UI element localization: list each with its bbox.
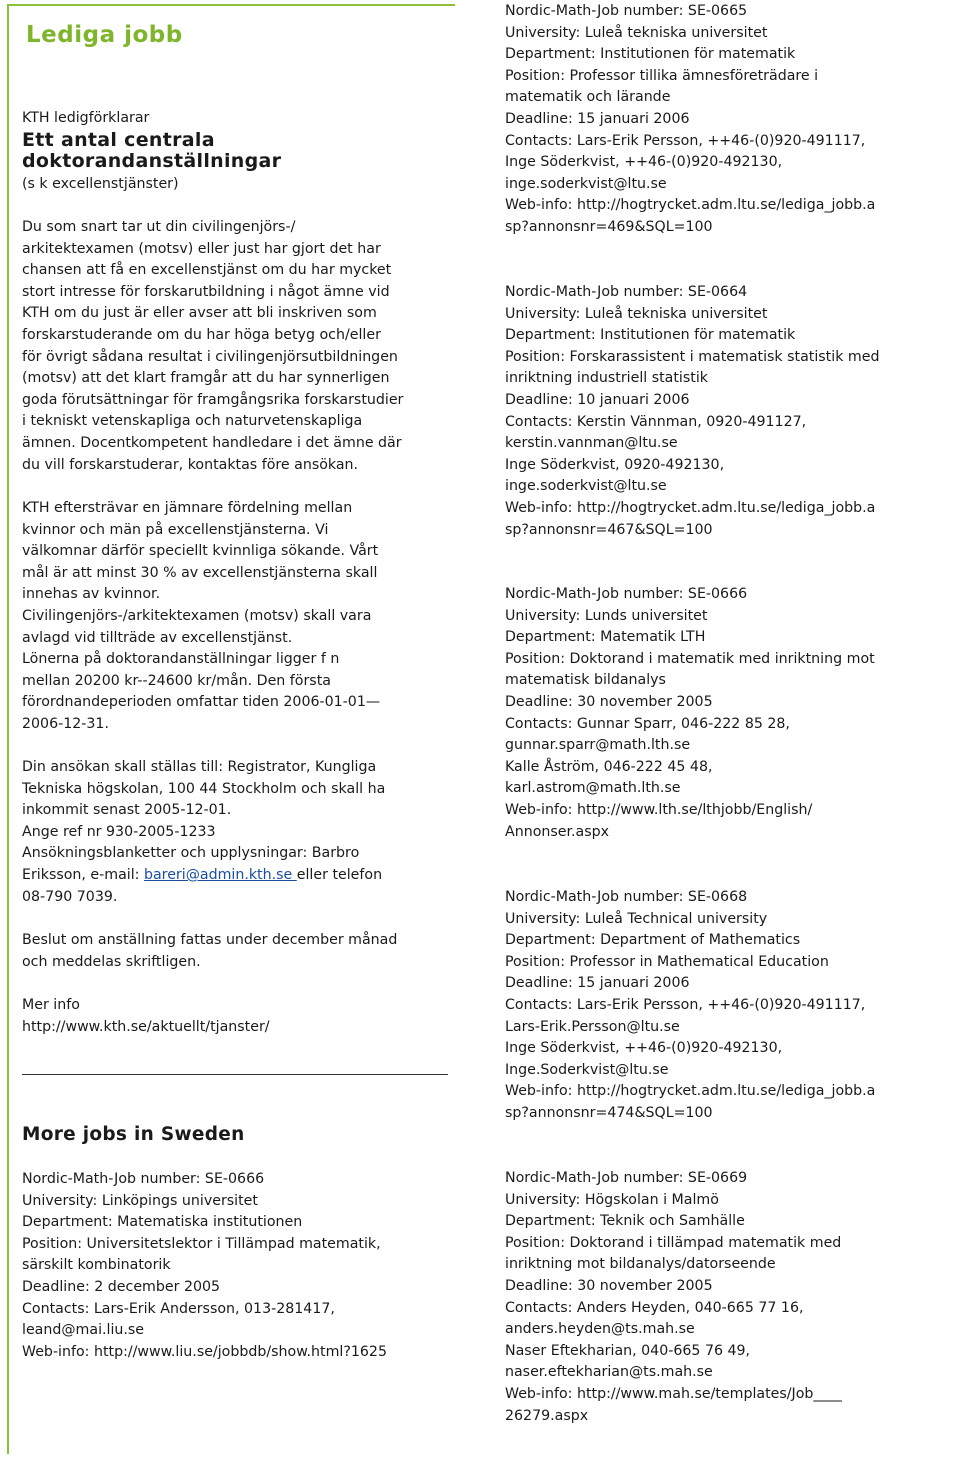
paragraph-line: Beslut om anställning fattas under december månad	[22, 932, 398, 948]
email-link[interactable]: bareri@admin.kth.se	[143, 867, 297, 883]
job-listing	[505, 1168, 842, 1427]
paragraph-line: KTH eftersträvar en jämnare fördelning mellan	[22, 500, 353, 516]
job-listing	[505, 584, 875, 843]
job-line: Position: Doktorand i tillämpad matematik med	[505, 1234, 842, 1251]
job-line: Department: Matematik LTH	[505, 629, 706, 646]
job-line: Web-info: http://www.liu.se/jobbdb/show.html?1625	[22, 1343, 387, 1360]
job-line: Position: Universitetslektor i Tillämpad matematik,	[22, 1235, 381, 1252]
job-listing	[505, 282, 879, 541]
job-line: Inge Söderkvist, ++46-(0)920-492130,	[505, 1040, 783, 1057]
paragraph-line: Din ansökan skall ställas till: Registrator, Kungliga	[22, 759, 377, 775]
paragraph-line: Civilingenjörs-/arkitektexamen (motsv) skall vara	[22, 607, 372, 624]
paragraph-line: chansen att få en excellenstjänst om du har mycket	[22, 262, 392, 279]
job-line: Nordic-Math-Job number: SE-0668	[505, 889, 748, 905]
job-line: University: Linköpings universitet	[22, 1192, 258, 1209]
kth-subtitle: (s k excellenstjänster)	[22, 176, 179, 192]
paragraph-line: och meddelas skriftligen.	[22, 953, 201, 970]
kth-title-line-2: doktorandanställningar	[22, 150, 282, 172]
job-line: Department: Teknik och Samhälle	[505, 1213, 745, 1230]
paragraph-line: välkomnar därför speciellt kvinnliga sökande. Vårt	[22, 543, 379, 560]
job-line: Web-info: http://www.lth.se/lthjobb/English/	[505, 801, 813, 818]
paragraph-line: inkommit senast 2005-12-01.	[22, 802, 232, 819]
job-line: Deadline: 15 januari 2006	[505, 975, 690, 992]
job-line: University: Högskolan i Malmö	[505, 1191, 719, 1208]
job-line: Contacts: Lars-Erik Persson, ++46-(0)920-491117,	[505, 132, 866, 149]
job-line: Contacts: Lars-Erik Persson, ++46-(0)920-491117,	[505, 996, 866, 1013]
job-listing	[505, 1, 875, 239]
job-line: naser.eftekharian@ts.mah.se	[505, 1364, 713, 1381]
job-line: Department: Matematiska institutionen	[22, 1214, 303, 1231]
more-info-url[interactable]: http://www.kth.se/aktuellt/tjanster/	[22, 1019, 270, 1035]
job-line: Web-info: http://hogtrycket.adm.ltu.se/lediga_jobb.a	[505, 197, 876, 214]
paragraph-line: i tekniskt vetenskapliga och naturvetenskapliga	[22, 413, 363, 430]
job-line: Inge.Soderkvist@ltu.se	[505, 1061, 669, 1078]
job-line: Web-info: http://www.mah.se/templates/Job____	[505, 1385, 842, 1402]
job-line: Department: Department of Mathematics	[505, 932, 801, 949]
job-line: Contacts: Lars-Erik Andersson, 013-281417,	[22, 1300, 335, 1317]
paragraph-line: 2006-12-31.	[22, 715, 109, 732]
job-line: inge.soderkvist@ltu.se	[505, 175, 667, 192]
email-line	[22, 865, 382, 887]
job-line: Position: Professor tillika ämnesföreträdare i	[505, 67, 819, 84]
job-line: University: Luleå Technical university	[505, 910, 768, 927]
job-line: Contacts: Anders Heyden, 040-665 77 16,	[505, 1299, 804, 1316]
paragraph-line: avlagd vid tillträde av excellenstjänst.	[22, 629, 293, 646]
job-line: karl.astrom@math.lth.se	[505, 780, 681, 797]
job-line: inge.soderkvist@ltu.se	[505, 478, 667, 495]
paragraph-line: förordnandeperioden omfattar tiden 2006-01-01—	[22, 694, 381, 711]
job-line: inriktning industriell statistik	[505, 370, 708, 387]
job-line: Nordic-Math-Job number: SE-0665	[505, 3, 748, 19]
job-line: Kalle Åström, 046-222 45 48,	[505, 758, 713, 775]
more-jobs-title: More jobs in Sweden	[22, 1124, 245, 1145]
paragraph-line: Lönerna på doktorandanställningar ligger f n	[22, 651, 340, 668]
job-line: Department: Institutionen för matematik	[505, 327, 796, 344]
paragraph-line: mål är att minst 30 % av excellenstjänsterna skall	[22, 564, 378, 581]
job-line: anders.heyden@ts.mah.se	[505, 1321, 695, 1338]
job-listing	[505, 887, 875, 1125]
kth-paragraph-decision	[22, 930, 397, 973]
paragraph-line: goda förutsättningar för framgångsrika forskarstudier	[22, 391, 404, 408]
job-line: Position: Forskarassistent i matematisk statistik med	[505, 348, 880, 365]
job-line: Annonser.aspx	[505, 823, 610, 840]
kth-title	[22, 130, 281, 172]
paragraph-line: stort intresse för forskarutbildning i något ämne vid	[22, 283, 390, 300]
job-line: Web-info: http://hogtrycket.adm.ltu.se/lediga_jobb.a	[505, 499, 876, 516]
job-line: Position: Doktorand i matematik med inriktning mot	[505, 650, 875, 667]
job-line: Contacts: Gunnar Sparr, 046-222 85 28,	[505, 715, 790, 732]
job-line: Nordic-Math-Job number: SE-0666	[22, 1171, 265, 1187]
job-line: Position: Professor in Mathematical Education	[505, 953, 829, 970]
job-line: University: Luleå tekniska universitet	[505, 24, 768, 41]
job-line: Deadline: 30 november 2005	[505, 693, 713, 710]
paragraph-line: Ansökningsblanketter och upplysningar: Barbro	[22, 845, 360, 862]
job-line: Inge Söderkvist, ++46-(0)920-492130,	[505, 154, 783, 171]
paragraph-line: arkitektexamen (motsv) eller just har gjort det har	[22, 240, 381, 257]
job-line: Nordic-Math-Job number: SE-0664	[505, 284, 748, 300]
job-line: sp?annonsnr=467&SQL=100	[505, 521, 713, 538]
job-line: Naser Eftekharian, 040-665 76 49,	[505, 1342, 751, 1359]
job-line: Deadline: 2 december 2005	[22, 1278, 221, 1295]
job-line: särskilt kombinatorik	[22, 1257, 171, 1274]
kth-paragraph-equality	[22, 498, 380, 736]
paragraph-line: du vill forskarstuderar, kontaktas före ansökan.	[22, 456, 359, 473]
job-line: 26279.aspx	[505, 1407, 589, 1424]
job-line: Deadline: 15 januari 2006	[505, 110, 690, 127]
job-line: Contacts: Kerstin Vännman, 0920-491127,	[505, 413, 807, 430]
job-line: inriktning mot bildanalys/datorseende	[505, 1256, 776, 1273]
job-line: Lars-Erik.Persson@ltu.se	[505, 1018, 680, 1035]
paragraph-line: för övrigt sådana resultat i civilingenjörsutbildningen	[22, 348, 398, 365]
job-line: Department: Institutionen för matematik	[505, 46, 796, 63]
paragraph-line: innehas av kvinnor.	[22, 586, 161, 603]
paragraph-line: mellan 20200 kr--24600 kr/mån. Den första	[22, 672, 331, 689]
job-line: gunnar.sparr@math.lth.se	[505, 737, 691, 754]
paragraph-line: Du som snart tar ut din civilingenjörs-/	[22, 219, 296, 235]
phone-line: 08-790 7039.	[22, 889, 118, 905]
kth-paragraph-intro	[22, 217, 403, 476]
job-line: sp?annonsnr=474&SQL=100	[505, 1104, 713, 1121]
more-info-label: Mer info	[22, 997, 80, 1013]
job-line: matematisk bildanalys	[505, 672, 666, 689]
kth-title-line-1: Ett antal centrala	[22, 129, 215, 151]
paragraph-line: (motsv) att det klart framgår att du har synnerligen	[22, 370, 390, 387]
job-listing-left	[22, 1169, 387, 1363]
paragraph-line: KTH om du just är eller avser att bli inskriven som	[22, 305, 377, 322]
job-line: kerstin.vannman@ltu.se	[505, 435, 678, 452]
kth-label: KTH ledigförklarar	[22, 110, 150, 126]
paragraph-line: Tekniska högskolan, 100 44 Stockholm och skall ha	[22, 780, 386, 797]
job-line: sp?annonsnr=469&SQL=100	[505, 218, 713, 235]
job-line: Nordic-Math-Job number: SE-0666	[505, 586, 748, 602]
section-divider	[22, 1074, 448, 1075]
paragraph-line: Ange ref nr 930-2005-1233	[22, 823, 216, 840]
paragraph-line: ämnen. Docentkompetent handledare i det ämne där	[22, 434, 402, 451]
job-line: Nordic-Math-Job number: SE-0669	[505, 1170, 748, 1186]
page-title: Lediga jobb	[26, 22, 183, 48]
job-line: Web-info: http://hogtrycket.adm.ltu.se/lediga_jobb.a	[505, 1083, 876, 1100]
email-suffix: eller telefon	[296, 867, 383, 883]
job-line: leand@mai.liu.se	[22, 1322, 145, 1339]
job-line: Deadline: 30 november 2005	[505, 1277, 713, 1294]
kth-paragraph-application	[22, 757, 385, 865]
job-line: matematik och lärande	[505, 89, 671, 106]
paragraph-line: kvinnor och män på excellenstjänsterna. Vi	[22, 521, 329, 538]
email-prefix: Eriksson, e-mail:	[22, 867, 144, 883]
job-line: University: Lunds universitet	[505, 607, 708, 624]
job-line: University: Luleå tekniska universitet	[505, 305, 768, 322]
paragraph-line: forskarstuderande om du har höga betyg och/eller	[22, 326, 381, 343]
job-line: Deadline: 10 januari 2006	[505, 391, 690, 408]
job-line: Inge Söderkvist, 0920-492130,	[505, 456, 725, 473]
